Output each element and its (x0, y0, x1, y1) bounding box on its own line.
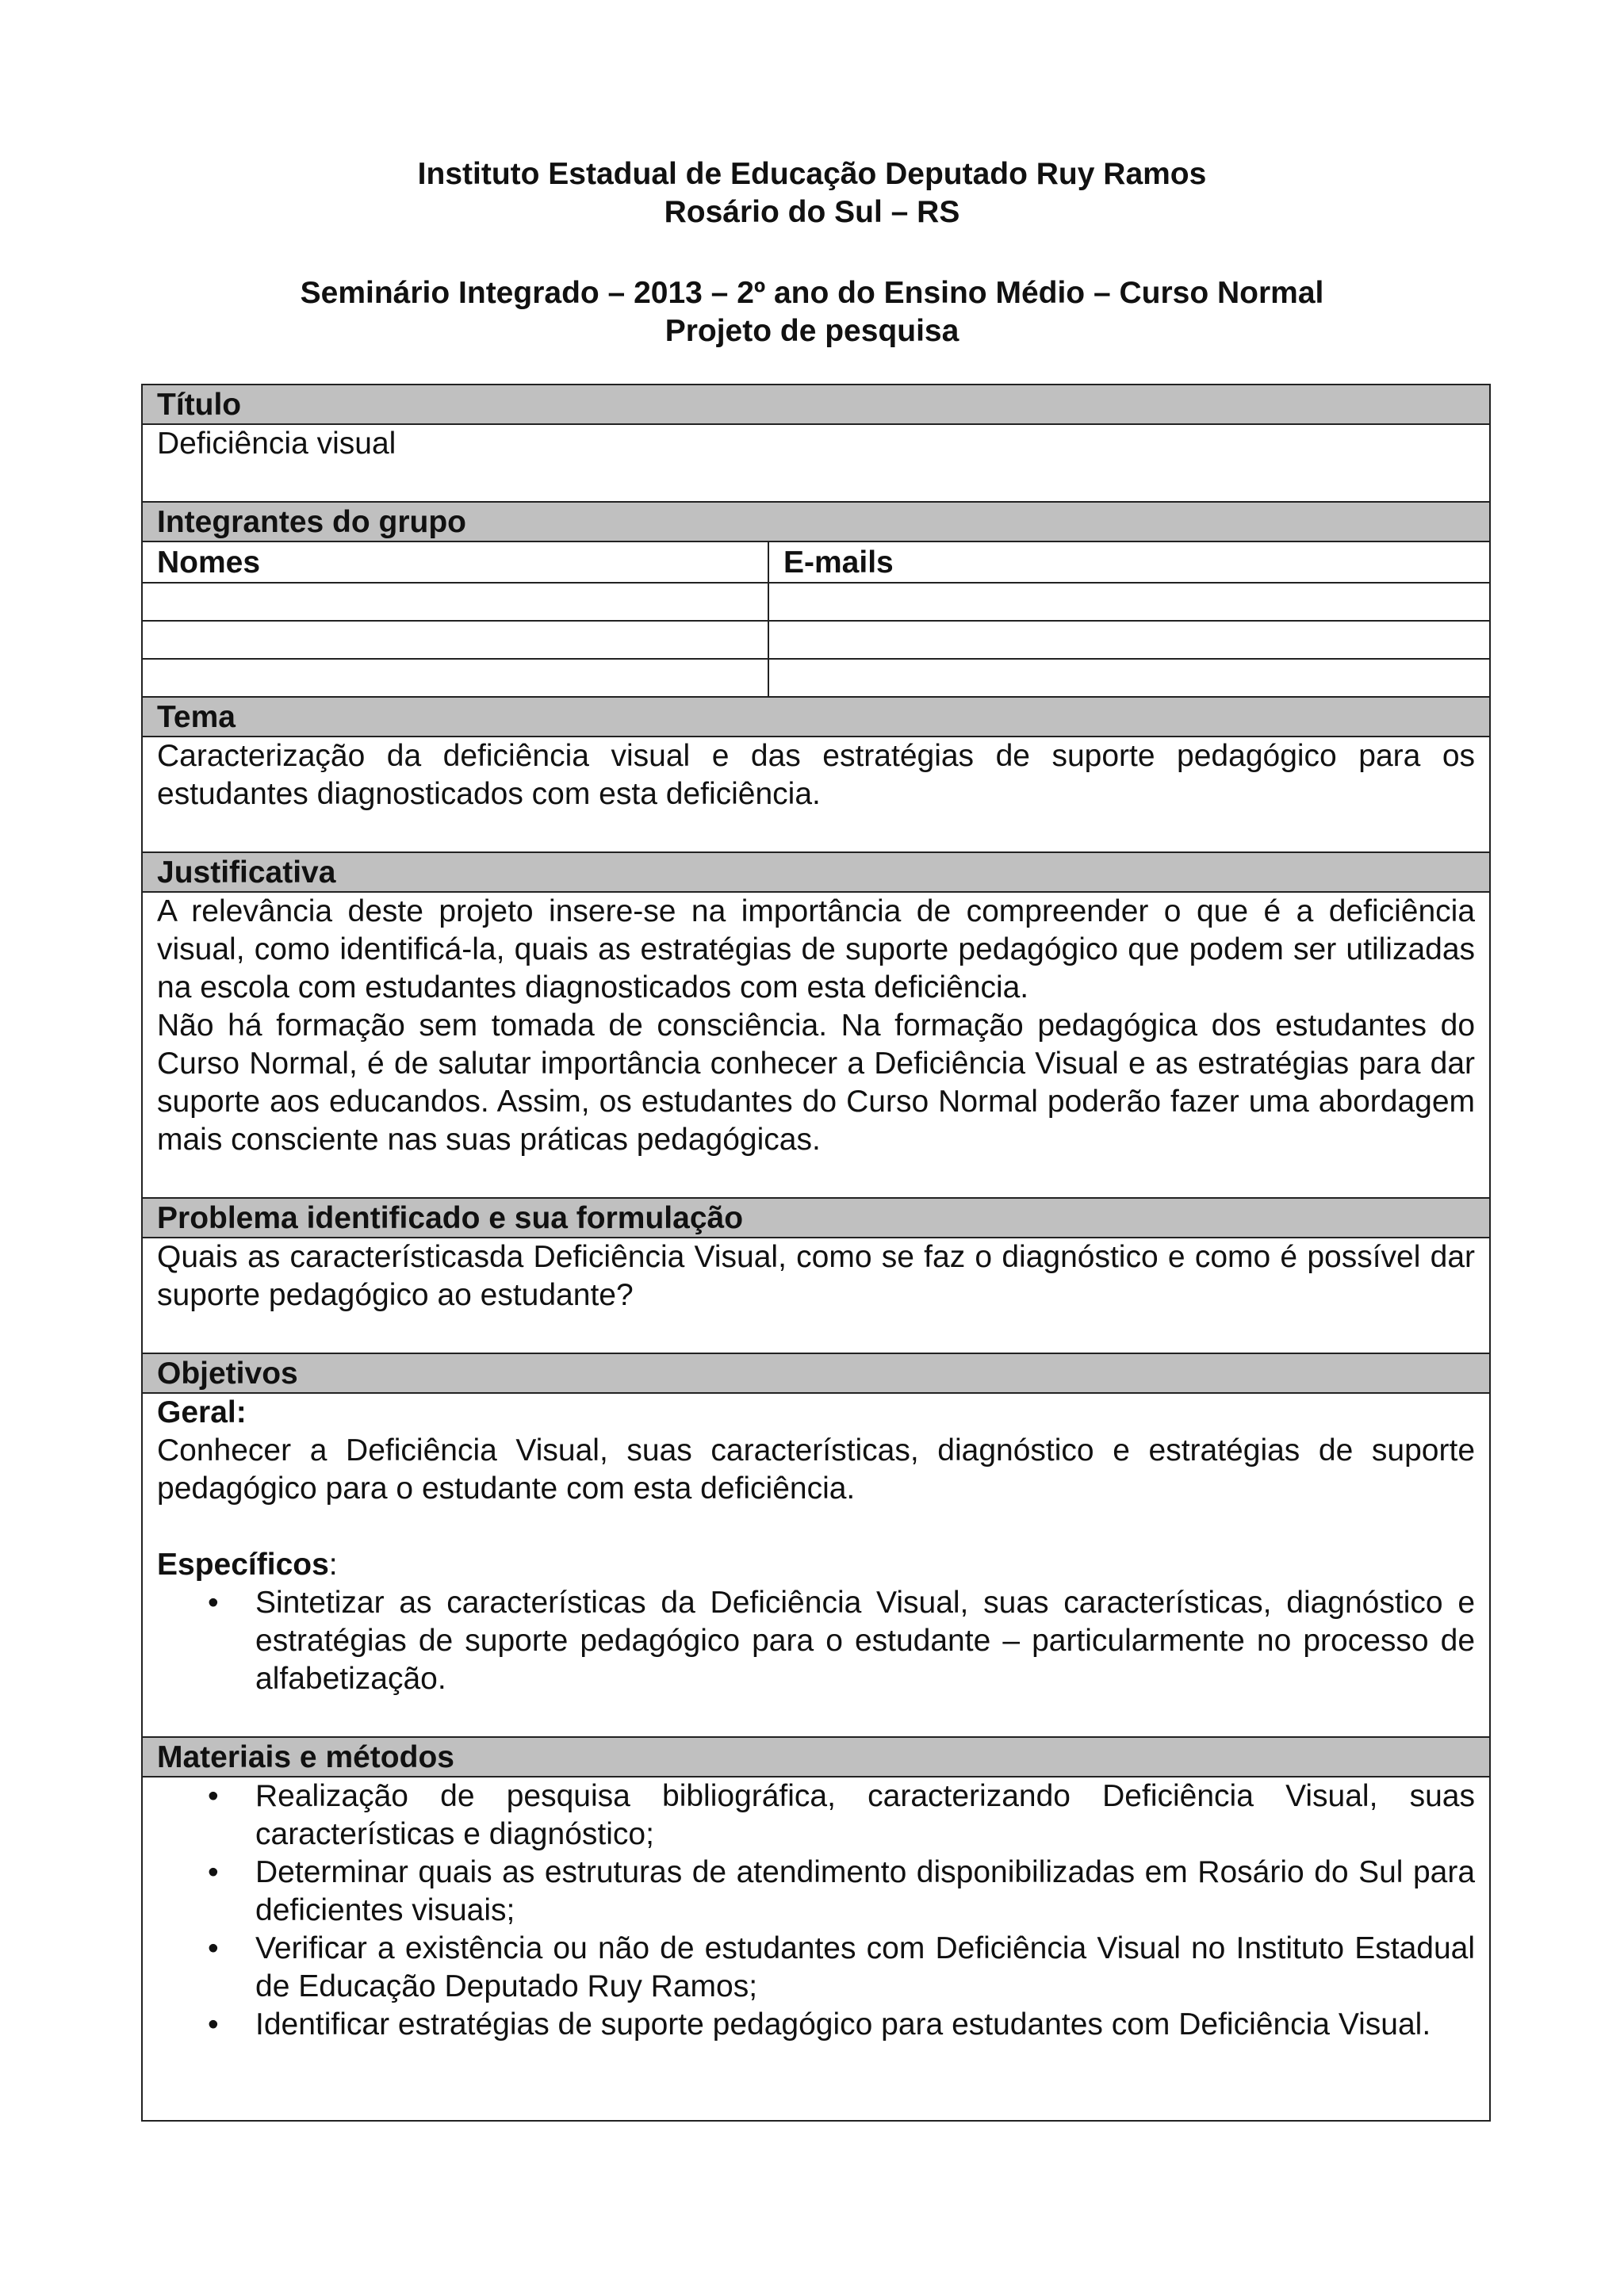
justificativa-section-header: Justificativa (142, 852, 1490, 892)
justificativa-paragraph-2: Não há formação sem tomada de consciência. Na formação pedagógica dos estudantes do Curso Normal, é de salutar importância conhecer a Deficiência Visual e as estratégias para dar suporte aos educandos. Assim, os estudantes do Curso Normal poderão fazer uma abordagem mais consciente nas suas práticas pedagógicas. (157, 1008, 1476, 1157)
problema-section-header: Problema identificado e sua formulação (142, 1198, 1490, 1238)
materiais-body (142, 1777, 1490, 2121)
materiais-list (157, 1777, 1475, 2044)
email-cell-2 (768, 621, 1490, 659)
problema-text: Quais as característicasda Deficiência Visual, como se faz o diagnóstico e como é possível dar suporte pedagógico ao estudante? (142, 1238, 1490, 1353)
list-item-text: Identificar estratégias de suporte pedagógico para estudantes com Deficiência Visual. (255, 2007, 1431, 2042)
seminar-title: Seminário Integrado – 2013 – 2º ano do Ensino Médio – Curso Normal (300, 276, 1324, 310)
project-form (141, 384, 1491, 2122)
email-cell-1 (768, 583, 1490, 621)
especificos-list (157, 1584, 1475, 1698)
titulo-value: Deficiência visual (142, 424, 1490, 502)
institution-city: Rosário do Sul – RS (664, 195, 960, 229)
bullet-icon: • (208, 2007, 219, 2042)
bullet-icon: • (208, 1855, 219, 1889)
titulo-section-header: Título (142, 385, 1490, 424)
institution-header (0, 155, 1624, 232)
email-cell-3 (768, 659, 1490, 697)
objetivos-section-header: Objetivos (142, 1353, 1490, 1393)
especificos-colon: : (328, 1548, 338, 1582)
name-cell-1 (142, 583, 768, 621)
justificativa-body (142, 892, 1490, 1198)
list-item (157, 1854, 1475, 1930)
especificos-label: Específicos (157, 1548, 329, 1582)
list-item-text: Determinar quais as estruturas de atendimento disponibilizadas em Rosário do Sul para deficientes visuais; (255, 1855, 1476, 1927)
emails-column-header: E-mails (768, 541, 1490, 583)
justificativa-paragraph-1: A relevância deste projeto insere-se na importância de compreender o que é a deficiência visual, como identificá-la, quais as estratégias de suporte pedagógico que podem ser utilizadas na escola com estudantes diagnosticados com esta deficiência. (157, 894, 1476, 1004)
especificos-heading (157, 1546, 1475, 1584)
materiais-section-header: Materiais e métodos (142, 1737, 1490, 1777)
nomes-column-header: Nomes (142, 541, 768, 583)
name-cell-3 (142, 659, 768, 697)
institution-name: Instituto Estadual de Educação Deputado Ruy Ramos (417, 157, 1207, 191)
list-item (157, 1930, 1475, 2006)
list-item (157, 1777, 1475, 1854)
bullet-icon: • (208, 1586, 219, 1620)
list-item-text: Sintetizar as características da Deficiência Visual, suas características, diagnóstico e estratégias de suporte pedagógico para o estudante – particularmente no processo de alfabetização. (255, 1586, 1476, 1696)
objetivos-body (142, 1393, 1490, 1737)
list-item (157, 1584, 1475, 1698)
bullet-icon: • (208, 1931, 219, 1965)
integrantes-section-header: Integrantes do grupo (142, 502, 1490, 541)
list-item-text: Verificar a existência ou não de estudantes com Deficiência Visual no Instituto Estadual de Educação Deputado Ruy Ramos; (255, 1931, 1476, 2003)
tema-text: Caracterização da deficiência visual e das estratégias de suporte pedagógico para os estudantes diagnosticados com esta deficiência. (142, 737, 1490, 852)
tema-section-header: Tema (142, 697, 1490, 737)
list-item (157, 2006, 1475, 2044)
document-title: Projeto de pesquisa (665, 314, 959, 348)
list-item-text: Realização de pesquisa bibliográfica, caracterizando Deficiência Visual, suas características e diagnóstico; (255, 1779, 1476, 1851)
geral-label: Geral: (157, 1395, 247, 1429)
name-cell-2 (142, 621, 768, 659)
bullet-icon: • (208, 1779, 219, 1813)
document-header (0, 274, 1624, 350)
geral-text: Conhecer a Deficiência Visual, suas características, diagnóstico e estratégias de suporte pedagógico para o estudante com esta deficiência. (157, 1433, 1476, 1506)
